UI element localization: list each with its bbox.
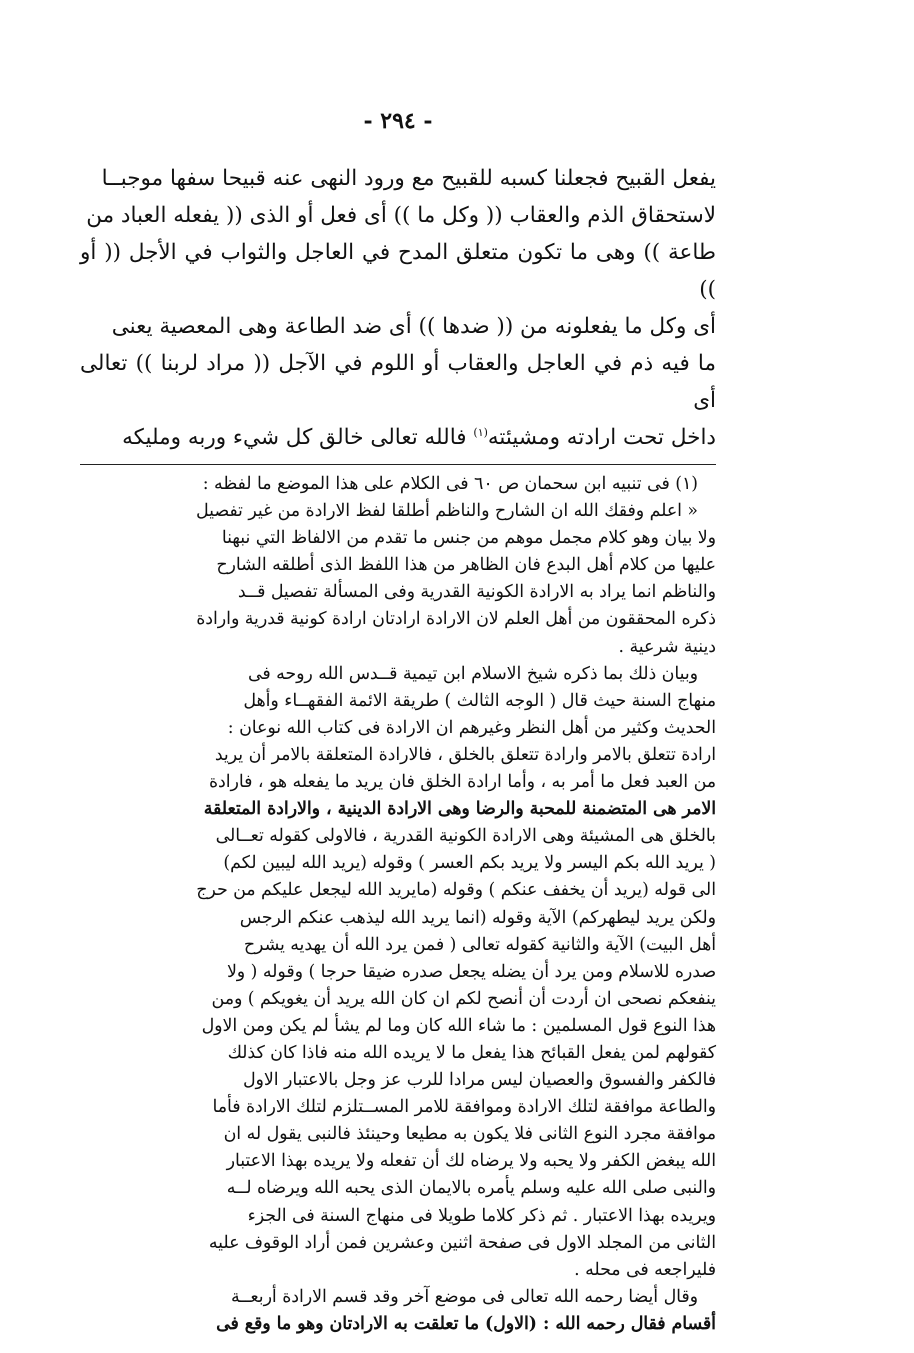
main-line: يفعل القبيح فجعلنا كسبه للقبيح مع ورود النهى عنه قبيحا سفها موجبــا	[101, 166, 716, 191]
footnote-line: الحديث وكثير من أهل النظر وغيرهم ان الارادة فى كتاب الله نوعان :	[227, 717, 716, 738]
footnote-line: الثانى من المجلد الاول فى صفحة اثنين وعشرين فمن أراد الوقوف عليه	[208, 1232, 716, 1253]
footnote-line: وبيان ذلك بما ذكره شيخ الاسلام ابن تيمية قــدس الله روحه فى	[247, 663, 698, 684]
footnote-line: وقال أيضا رحمه الله تعالى فى موضع آخر وقد قسم الارادة أربعــة	[231, 1286, 698, 1307]
footnote-line: منهاج السنة حيث قال ( الوجه الثالث ) طريقة الائمة الفقهــاء وأهل	[243, 690, 716, 711]
footnotes	[80, 471, 716, 1338]
footnote-line: الى قوله (يريد أن يخفف عنكم ) وقوله (مايريد الله ليجعل عليكم من حرج	[196, 880, 716, 901]
footnote-line: ولا بيان وهو كلام مجمل موهم من جنس ما تقدم من الالفاظ التي نبهنا	[221, 528, 716, 549]
footnote-line: أهل البيت) الآية والثانية كقوله تعالى ( فمن يرد الله أن يهديه يشرح	[243, 934, 716, 955]
footnote-line: الامر هى المتضمنة للمحبة والرضا وهى الارادة الدينية ، والارادة المتعلقة	[203, 799, 716, 820]
footnote-line: ارادة تتعلق بالامر وارادة تتعلق بالخلق ، فالارادة المتعلقة بالامر أن يريد	[214, 744, 716, 765]
footnote-line: فليراجعه فى محله .	[574, 1259, 716, 1280]
footnote-line: والناظم انما يراد به الارادة الكونية القدرية وفى المسألة تفصيل قــد	[237, 582, 716, 603]
footnote-line: ويريده بهذا الاعتبار . ثم ذكر كلاما طويلا فى منهاج السنة فى الجزء	[247, 1205, 716, 1226]
main-line-text: داخل تحت ارادته ومشيئته	[487, 425, 716, 450]
footnote-heading: (١) فى تنبيه ابن سحمان ص ٦٠ فى الكلام على هذا الموضع ما لفظه :	[202, 474, 698, 494]
main-line: طاعة )) وهى ما تكون متعلق المدح في العاجل والثواب في الأجل (( أو ))	[80, 240, 716, 302]
footnote-line: ينفعكم نصحى ان أردت أن أنصح لكم ان كان الله يريد أن يغويكم ) ومن	[211, 988, 716, 1009]
footnote-line: أقسام فقال رحمه الله : (الاول) ما تعلقت به الارادتان وهو ما وقع فى	[216, 1313, 716, 1334]
footnote-reference[interactable]: (١)	[473, 425, 488, 439]
main-line	[80, 419, 716, 456]
footnote-line: ولكن يريد ليطهركم) الآية وقوله (انما يريد الله ليذهب عنكم الرجس	[239, 907, 716, 928]
footnote-line: « اعلم وفقك الله ان الشارح والناظم أطلقا لفظ الارادة من غير تفصيل	[196, 501, 698, 522]
footnote-line: ذكره المحققون من أهل العلم لان الارادة ارادتان ارادة كونية قدرية وارادة	[196, 609, 716, 630]
footnote-line: والطاعة موافقة لتلك الارادة وموافقة للامر المســتلزم لتلك الارادة فأما	[212, 1097, 716, 1118]
main-line-text: فالله تعالى خالق كل شيء وربه ومليكه	[122, 425, 474, 450]
main-line: ما فيه ذم في العاجل والعقاب أو اللوم في الآجل (( مراد لربنا )) تعالى أى	[80, 351, 716, 413]
footnote-line: من العبد فعل ما أمر به ، وأما ارادة الخلق فان يريد ما يفعله هو ، فارادة	[208, 772, 716, 793]
footnote-line: الله يبغض الكفر ولا يحبه ولا يرضاه لك أن تفعله ولا يريده بهذا الاعتبار	[226, 1151, 716, 1172]
main-text	[80, 160, 716, 456]
footnote-line: دينية شرعية .	[618, 636, 716, 657]
footnote-line: كقولهم لمن يفعل القبائح هذا يفعل ما لا يريده الله منه فاذا كان كذلك	[227, 1042, 716, 1063]
main-line: لاستحقاق الذم والعقاب (( وكل ما )) أى فعل أو الذى (( يفعله العباد من	[86, 203, 716, 228]
footnote-line: هذا النوع قول المسلمين : ما شاء الله كان وما لم يشأ لم يكن ومن الاول	[201, 1015, 716, 1036]
footnote-line: صدره للاسلام ومن يرد أن يضله يجعل صدره ضيقا حرجا ) وقوله ( ولا	[226, 961, 716, 982]
footnote-line: والنبى صلى الله عليه وسلم يأمره بالايمان الذى يحبه الله ويرضاه لــه	[226, 1178, 716, 1199]
footnote-line: بالخلق هى المشيئة وهى الارادة الكونية القدرية ، فالاولى كقوله تعــالى	[215, 826, 716, 847]
book-page	[80, 108, 716, 1338]
footnote-line: موافقة مجرد النوع الثانى فلا يكون به مطيعا وحينئذ فالنبى يقول له ان	[223, 1124, 716, 1145]
footnote-line: فالكفر والفسوق والعصيان ليس مرادا للرب عز وجل بالاعتبار الاول	[242, 1070, 716, 1091]
footnote-line: ( يريد الله بكم اليسر ولا يريد بكم العسر ) وقوله (يريد الله ليبين لكم)	[223, 853, 716, 874]
page-number: - ٢٩٤ -	[363, 108, 433, 134]
main-line: أى وكل ما يفعلونه من (( ضدها )) أى ضد الطاعة وهى المعصية يعنى	[111, 314, 716, 339]
footnote-divider	[80, 464, 716, 465]
footnote-line: عليها من كلام أهل البدع فان الظاهر من هذا اللفظ الذى أطلقه الشارح	[216, 555, 716, 576]
